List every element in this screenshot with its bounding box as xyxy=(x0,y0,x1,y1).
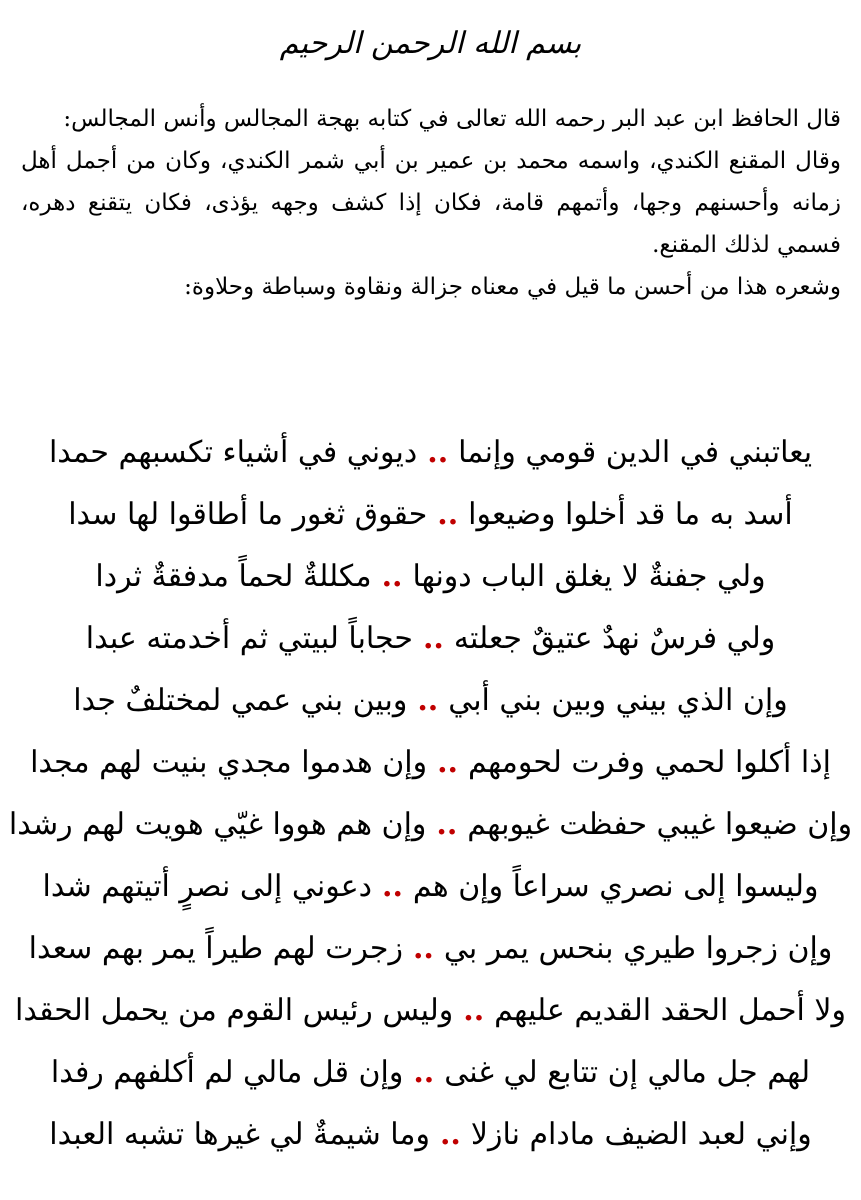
verse-separator: .. xyxy=(381,559,403,594)
verse-second-half: وبين بني عمي لمختلفٌ جدا xyxy=(73,683,408,718)
verse-first-half: ولا أحمل الحقد القديم عليهم xyxy=(494,993,846,1028)
verse-second-half: وإن هم هووا غيّي هويت لهم رشدا xyxy=(8,807,427,842)
verse-second-half: زجرت لهم طيراً يمر بهم سعدا xyxy=(28,931,403,966)
verse-separator: .. xyxy=(422,621,444,656)
verse-first-half: وإن زجروا طيري بنحس يمر بي xyxy=(443,931,833,966)
poem xyxy=(0,422,861,1166)
poem-verse xyxy=(0,794,861,856)
verse-second-half: حقوق ثغور ما أطاقوا لها سدا xyxy=(68,497,428,532)
poem-verse xyxy=(0,484,861,546)
poem-verse xyxy=(0,422,861,484)
poem-verse xyxy=(0,732,861,794)
verse-first-half: وإن ضيعوا غيبي حفظت غيوبهم xyxy=(467,807,853,842)
intro-line: وشعره هذا من أحسن ما قيل في معناه جزالة ونقاوة وسباطة وحلاوة: xyxy=(184,274,841,300)
verse-first-half: ولي جفنةٌ لا يغلق الباب دونها xyxy=(412,559,766,594)
verse-first-half: أسد به ما قد أخلوا وضيعوا xyxy=(468,497,793,532)
verse-second-half: مكللةٌ لحماً مدفقةٌ ثردا xyxy=(95,559,372,594)
verse-separator: .. xyxy=(439,1117,461,1152)
verse-second-half: وإن قل مالي لم أكلفهم رفدا xyxy=(50,1055,404,1090)
verse-separator: .. xyxy=(413,1055,435,1090)
verse-second-half: وإن هدموا مجدي بنيت لهم مجدا xyxy=(30,745,428,780)
verse-separator: .. xyxy=(417,683,439,718)
verse-separator: .. xyxy=(427,435,449,470)
verse-first-half: وإني لعبد الضيف مادام نازلا xyxy=(470,1117,812,1152)
verse-separator: .. xyxy=(382,869,403,904)
poem-verse xyxy=(0,670,861,732)
verse-second-half: حجاباً لبيتي ثم أخدمته عبدا xyxy=(85,621,413,656)
verse-second-half: وليس رئيس القوم من يحمل الحقدا xyxy=(15,993,454,1028)
verse-separator: .. xyxy=(463,993,485,1028)
verse-separator: .. xyxy=(437,745,458,780)
poem-verse xyxy=(0,980,861,1042)
verse-separator: .. xyxy=(436,807,458,842)
verse-first-half: يعاتبني في الدين قومي وإنما xyxy=(458,435,813,470)
poem-verse xyxy=(0,1104,861,1166)
verse-first-half: وليسوا إلى نصري سراعاً وإن هم xyxy=(412,869,819,904)
verse-first-half: وإن الذي بيني وبين بني أبي xyxy=(448,683,788,718)
poem-verse xyxy=(0,918,861,980)
verse-first-half: ولي فرسٌ نهدٌ عتيقٌ جعلته xyxy=(453,621,776,656)
verse-separator: .. xyxy=(412,931,434,966)
verse-separator: .. xyxy=(437,497,459,532)
intro-line: قال الحافظ ابن عبد البر رحمه الله تعالى في كتابه بهجة المجالس وأنس المجالس: xyxy=(63,106,841,132)
basmala-heading: بسم الله الرحمن الرحيم xyxy=(279,26,582,61)
verse-second-half: دعوني إلى نصرٍ أتيتهم شدا xyxy=(42,869,373,904)
verse-first-half: إذا أكلوا لحمي وفرت لحومهم xyxy=(468,745,831,780)
poem-verse xyxy=(0,546,861,608)
verse-second-half: وما شيمةٌ لي غيرها تشبه العبدا xyxy=(49,1117,430,1152)
intro-line: وقال المقنع الكندي، واسمه محمد بن عمير بن أبي شمر الكندي، وكان من أجمل أهل زمانه وأحسنهم وجها، وأتمهم قامة، فكان إذا كشف وجهه يؤذى، فكان يتقنع دهره، فسمي لذلك المقنع. xyxy=(21,148,841,258)
verse-first-half: لهم جل مالي إن تتابع لي غنى xyxy=(444,1055,811,1090)
verse-second-half: ديوني في أشياء تكسبهم حمدا xyxy=(48,435,418,470)
poem-verse xyxy=(0,1042,861,1104)
poem-verse xyxy=(0,608,861,670)
poem-verse xyxy=(0,856,861,918)
intro-text xyxy=(21,98,841,308)
